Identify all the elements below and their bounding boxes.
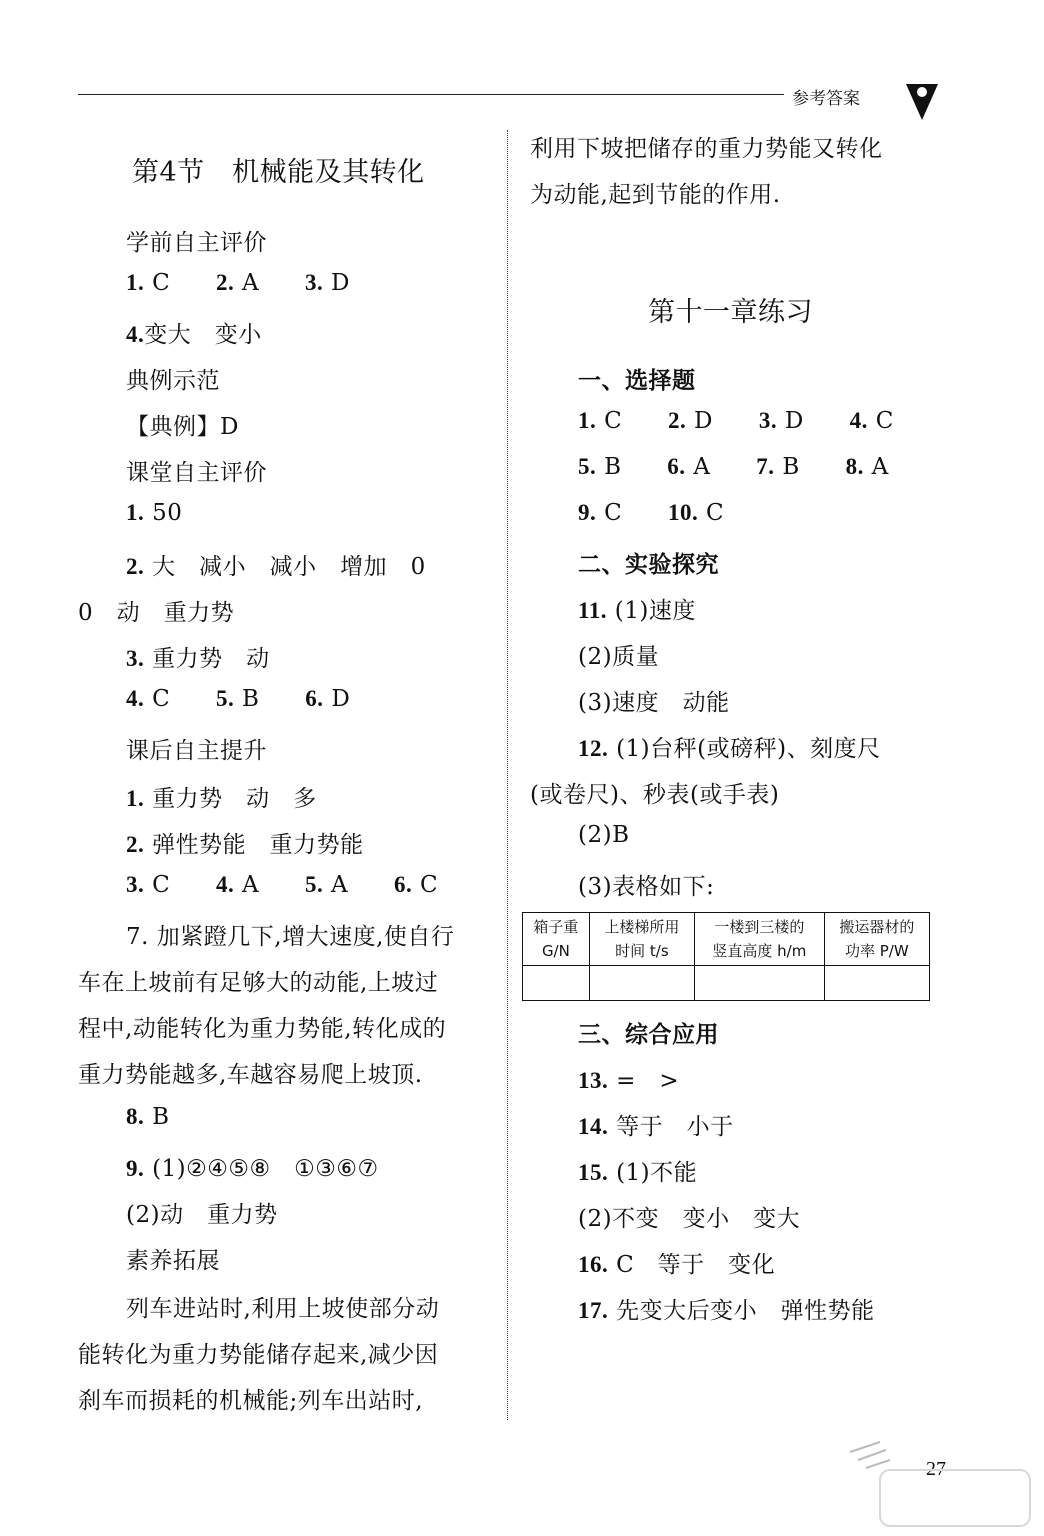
q-number: 4. bbox=[126, 322, 145, 347]
chapter-title: 第十一章练习 bbox=[648, 297, 813, 328]
q-number: 5. bbox=[578, 454, 597, 479]
after-q7-line: 7. 加紧蹬几下,增大速度,使自行 bbox=[126, 924, 455, 950]
answer: 等于 小于 bbox=[616, 1114, 734, 1140]
table-header-cell bbox=[695, 913, 825, 966]
q-number: 11. bbox=[578, 598, 607, 623]
answer: 先变大后变小 弹性势能 bbox=[616, 1298, 875, 1324]
after-q7-line: 车在上坡前有足够大的动能,上坡过 bbox=[78, 970, 439, 996]
q12-part3: (3)表格如下: bbox=[578, 874, 715, 900]
answer: C bbox=[875, 408, 894, 434]
header-line: G/N bbox=[541, 942, 570, 960]
class-q1 bbox=[126, 500, 182, 526]
answer: A bbox=[242, 872, 260, 898]
answer: 大 减小 减小 增加 0 bbox=[152, 554, 426, 580]
q-number: 5. bbox=[304, 872, 324, 897]
after-q8 bbox=[126, 1104, 169, 1130]
after-q9 bbox=[126, 1150, 379, 1183]
q-number: 13. bbox=[578, 1068, 609, 1093]
example-heading: 典例示范 bbox=[126, 368, 220, 394]
class-q2-cont: 0 动 重力势 bbox=[78, 600, 235, 626]
q-number: 3. bbox=[126, 646, 145, 671]
table-header-cell bbox=[523, 913, 590, 966]
pre-eval-heading: 学前自主评价 bbox=[126, 230, 267, 256]
table-cell bbox=[523, 966, 590, 1001]
q-number: 3. bbox=[758, 408, 778, 433]
extension-line: 刹车而损耗的机械能;列车出站时, bbox=[78, 1388, 424, 1414]
answer: 50 bbox=[152, 500, 183, 526]
extension-heading: 素养拓展 bbox=[126, 1248, 220, 1274]
q-number: 2. bbox=[215, 270, 235, 295]
class-q2 bbox=[126, 548, 426, 581]
q-number: 14. bbox=[578, 1114, 609, 1139]
class-q456 bbox=[126, 686, 350, 712]
answer: (1)台秤(或磅秤)、刻度尺 bbox=[616, 736, 881, 762]
table-row bbox=[523, 966, 930, 1001]
answer: 重力势 动 多 bbox=[152, 786, 317, 812]
table-header-cell bbox=[824, 913, 929, 966]
q-number: 10. bbox=[667, 500, 699, 525]
answer: D bbox=[784, 408, 804, 434]
q-number: 1. bbox=[126, 270, 145, 295]
q15 bbox=[578, 1154, 697, 1187]
table-cell bbox=[824, 966, 929, 1001]
q-number: 4. bbox=[215, 872, 235, 897]
header-line: 时间 t/s bbox=[615, 942, 669, 960]
q-number: 7. bbox=[756, 454, 775, 479]
answer: B bbox=[152, 1104, 170, 1130]
class-q3 bbox=[126, 640, 270, 673]
header-title: 参考答案 bbox=[792, 89, 860, 109]
answer: C bbox=[604, 500, 623, 526]
after-q7-line: 重力势能越多,车越容易爬上坡顶. bbox=[78, 1062, 423, 1088]
continuation-line: 为动能,起到节能的作用. bbox=[530, 182, 781, 208]
q11-part2: (2)质量 bbox=[578, 644, 660, 670]
q12-cont: (或卷尺)、秒表(或手表) bbox=[530, 782, 780, 808]
answer: (1)不能 bbox=[616, 1160, 698, 1186]
answer: B bbox=[242, 686, 260, 712]
answer: 重力势 动 bbox=[152, 646, 270, 672]
q-number: 12. bbox=[578, 736, 609, 761]
answer: C bbox=[152, 686, 171, 712]
continuation-line: 利用下坡把储存的重力势能又转化 bbox=[530, 136, 883, 162]
q-number: 4. bbox=[126, 686, 145, 711]
q14 bbox=[578, 1108, 734, 1141]
q-number: 9. bbox=[126, 1156, 145, 1181]
section-application-heading: 三、综合应用 bbox=[578, 1021, 719, 1048]
answer: A bbox=[242, 270, 260, 296]
q-number: 2. bbox=[126, 832, 145, 857]
mc-row bbox=[578, 408, 894, 434]
q-number: 17. bbox=[578, 1298, 609, 1323]
answer: C bbox=[420, 872, 439, 898]
q15-part2: (2)不变 变小 变大 bbox=[578, 1206, 801, 1232]
mc-row bbox=[578, 500, 724, 526]
answer: B bbox=[782, 454, 800, 480]
answer: A bbox=[871, 454, 889, 480]
page-number: 27 bbox=[926, 1458, 946, 1480]
after-q3456 bbox=[126, 872, 438, 898]
answer: C bbox=[706, 500, 725, 526]
q-number: 5. bbox=[215, 686, 235, 711]
table-header-row bbox=[523, 913, 930, 966]
q-number: 6. bbox=[393, 872, 413, 897]
q-number: 6. bbox=[667, 454, 686, 479]
header-line: 一楼到三楼的 bbox=[714, 918, 805, 936]
q17 bbox=[578, 1292, 875, 1325]
q16 bbox=[578, 1246, 775, 1279]
q-number: 1. bbox=[126, 500, 145, 525]
header-line: 箱子重 bbox=[533, 918, 579, 936]
answer: C 等于 变化 bbox=[616, 1252, 776, 1278]
q-number: 3. bbox=[126, 872, 145, 897]
answer: (1)②④⑤⑧ ①③⑥⑦ bbox=[152, 1156, 379, 1182]
answer: C bbox=[152, 270, 171, 296]
extension-line: 列车进站时,利用上坡使部分动 bbox=[126, 1296, 440, 1322]
school-logo-icon bbox=[876, 60, 956, 140]
after-q2 bbox=[126, 826, 364, 859]
q-number: 15. bbox=[578, 1160, 609, 1185]
after-q7-line: 程中,动能转化为重力势能,转化成的 bbox=[78, 1016, 447, 1042]
header-line: 搬运器材的 bbox=[839, 918, 915, 936]
q-number: 4. bbox=[849, 408, 868, 433]
q12 bbox=[578, 730, 881, 763]
answer: D bbox=[694, 408, 713, 434]
after-q9-part2: (2)动 重力势 bbox=[126, 1202, 278, 1228]
answer: C bbox=[604, 408, 623, 434]
q13 bbox=[578, 1062, 679, 1095]
q11 bbox=[578, 592, 696, 625]
pre-q4 bbox=[126, 316, 262, 349]
q-number: 16. bbox=[578, 1252, 609, 1277]
answer: (1)速度 bbox=[614, 598, 696, 624]
q-number: 8. bbox=[845, 454, 864, 479]
q-number: 2. bbox=[667, 408, 687, 433]
q12-part2: (2)B bbox=[578, 822, 630, 848]
table-cell bbox=[695, 966, 825, 1001]
pre-answers-row bbox=[126, 270, 350, 296]
q11-part3: (3)速度 动能 bbox=[578, 690, 730, 716]
answer: B bbox=[604, 454, 622, 480]
header-line: 上楼梯所用 bbox=[604, 918, 680, 936]
section-choice-heading: 一、选择题 bbox=[578, 367, 696, 394]
q-number: 1. bbox=[578, 408, 597, 433]
answer: A bbox=[693, 454, 711, 480]
table-cell bbox=[589, 966, 694, 1001]
data-table bbox=[522, 912, 930, 1001]
answer: A bbox=[331, 872, 349, 898]
table-header-cell bbox=[589, 913, 694, 966]
header-line: 功率 P/W bbox=[844, 942, 909, 960]
section-experiment-heading: 二、实验探究 bbox=[578, 551, 719, 578]
after-class-heading: 课后自主提升 bbox=[126, 738, 267, 764]
class-eval-heading: 课堂自主评价 bbox=[126, 460, 267, 486]
q-number: 1. bbox=[126, 786, 145, 811]
answer: D bbox=[331, 686, 351, 712]
watermark-icon bbox=[840, 1440, 1040, 1530]
mc-row bbox=[578, 454, 889, 480]
answer: 弹性势能 重力势能 bbox=[152, 832, 364, 858]
extension-line: 能转化为重力势能储存起来,减少因 bbox=[78, 1342, 439, 1368]
q-number: 9. bbox=[578, 500, 597, 525]
q-number: 8. bbox=[126, 1104, 145, 1129]
after-q1 bbox=[126, 780, 317, 813]
section-title: 第4节 机械能及其转化 bbox=[132, 157, 425, 188]
example-answer: 【典例】D bbox=[126, 414, 239, 440]
header-line: 竖直高度 h/m bbox=[712, 942, 807, 960]
column-divider bbox=[507, 130, 508, 1420]
answer: = > bbox=[616, 1068, 680, 1094]
answer: 变大 变小 bbox=[144, 322, 262, 348]
q-number: 2. bbox=[126, 554, 145, 579]
answer: D bbox=[331, 270, 350, 296]
q-number: 3. bbox=[304, 270, 324, 295]
q-number: 6. bbox=[305, 686, 324, 711]
answer: C bbox=[152, 872, 171, 898]
header-rule bbox=[78, 94, 784, 95]
